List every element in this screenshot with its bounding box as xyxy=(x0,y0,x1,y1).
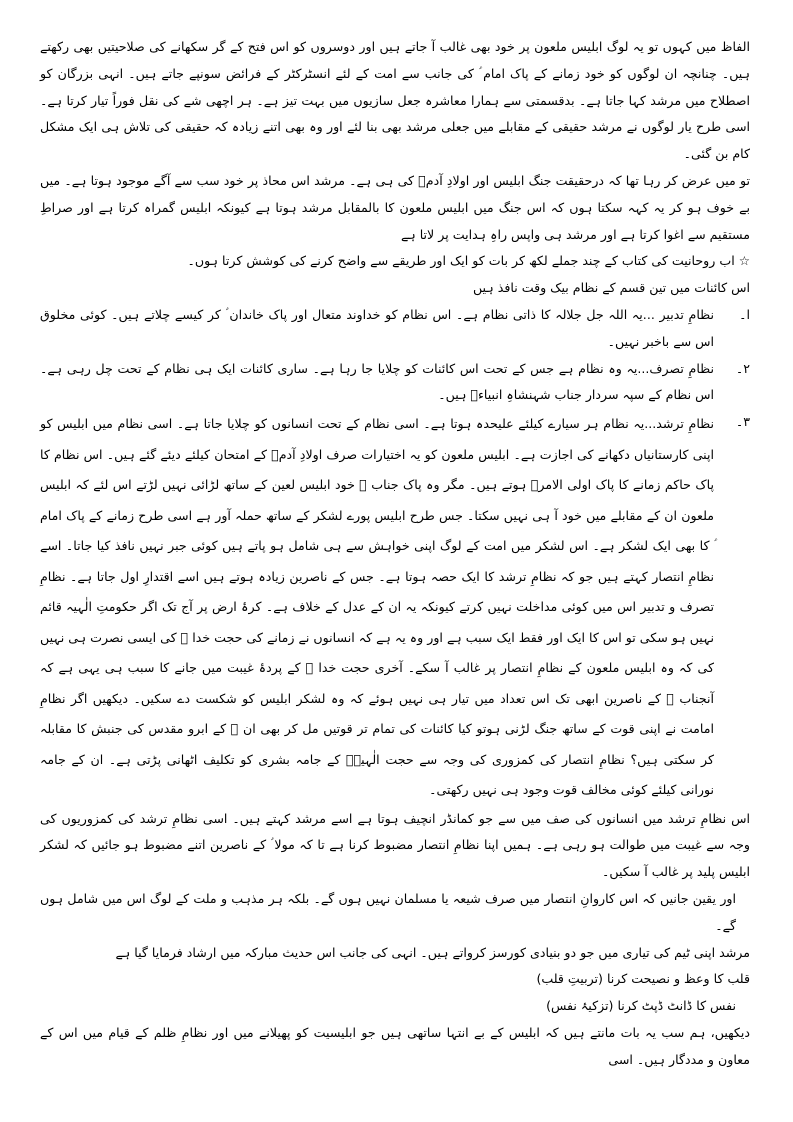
paragraph-10: دیکھیں، ہم سب یہ بات مانتے ہیں کہ ابلیس کے بے انتہا ساتھی ہیں جو ابلیسیت کو پھیلانے میں اور نظامِ ظلم کے قیام میں اس کے معاون و مددگار ہیں۔ اسی xyxy=(40,1025,750,1067)
paragraph-5: اس نظامِ ترشد میں انسانوں کی صف میں سے جو کمانڈر انچیف ہوتا ہے اسے مرشد کہتے ہیں۔ اسی نظامِ ترشد کی کمزوریوں کی وجہ سے غیبت میں طوالت ہو رہی ہے۔ ہمیں اپنا نظامِ انتصار مضبوط کرنا ہے تا کہ مولا ؑ کے ناصرین اتنے مضبوط ہو جائیں کہ لشکر ابلیس پلید پر غالب آ سکیں۔ xyxy=(40,810,750,880)
paragraph-4: اس کائنات میں تین قسم کے نظام بیک وقت نافذ ہیں xyxy=(472,280,750,296)
list-item xyxy=(40,302,750,356)
paragraph-1: الفاظ میں کہوں تو یہ لوگ ابلیس ملعون پر خود بھی غالب آ جاتے ہیں اور دوسروں کو اس فتح کے گر سکھانے کی صلاحیتیں بھی رکھتے ہیں۔ چنانچہ ان لوگوں کو خود زمانے کے پاک امام ؑ کی جانب سے امت کے لئے انسٹرکٹر کے فرائض سونپے جاتے ہیں۔ انہی بزرگان کو اصطلاح میں مرشد کہا جاتا ہے۔ بدقسمتی سے ہمارا معاشرہ جعل سازیوں میں بہت تیز ہے۔ ہر اچھی شے کی نقل فوراً تیار کرتا ہے۔ اسی طرح یار لوگوں نے مرشد حقیقی کے مقابلے میں جعلی مرشد بھی بنا لئے اور وہ بھی اتنے زیادہ کہ حقیقی کی تلاش ہی ایک مشکل کام بن گئی۔ xyxy=(40,39,750,162)
course-heading-1: قلب کا وعظ و نصیحت کرنا (تربیتِ قلب) xyxy=(536,971,750,987)
paragraph-3: ☆ اب روحانیت کی کتاب کے چند جملے لکھ کر بات کو ایک اور طریقے سے واضح کرنے کی کوشش کرتا ہوں۔ xyxy=(187,253,750,269)
list-item-number: ا۔ xyxy=(739,306,750,322)
list-item-number: ۳۔ xyxy=(735,414,750,430)
course-heading-2: نفس کا ڈانٹ ڈپٹ کرنا (تزکیۂ نفس) xyxy=(546,998,736,1014)
list-item xyxy=(40,409,750,806)
paragraph-2: تو میں عرض کر رہا تھا کہ درحقیقت جنگ ابلیس اور اولادِ آدمؑ کی ہی ہے۔ مرشد اس محاذ پر خود سب سے آگے موجود ہوتا ہے۔ میں بے خوف ہو کر یہ کہہ سکتا ہوں کہ اس جنگ میں ابلیس ملعون کا بالمقابل مرشد ہوتا ہے کیونکہ ابلیس گمراہ کرتا ہے اور صراطِ مستقیم سے اغوا کرتا ہے اور مرشد ہی واپس راہِ ہدایت پر لاتا ہے xyxy=(40,172,750,242)
list-item-text: نظامِ تدبیر ...یہ اللہ جل جلالہ کا ذاتی نظام ہے۔ اس نظام کو خداوند متعال اور پاک خاندان ؑ کر کیسے چلاتے ہیں۔ کوئی مخلوق اس سے باخبر نہیں۔ xyxy=(40,306,714,349)
list-item xyxy=(40,356,750,410)
list-item-number: ۲۔ xyxy=(735,360,750,376)
document-page xyxy=(40,34,750,1094)
paragraph-6: اور یقین جانیں کہ اس کاروانِ انتصار میں صرف شیعہ یا مسلمان نہیں ہوں گے۔ بلکہ ہر مذہب و ملت کے لوگ اس میں شامل ہوں گے۔ xyxy=(40,891,736,933)
list-item-text: نظامِ ترشد...یہ نظام ہر سیارے کیلئے علیحدہ ہوتا ہے۔ اسی نظام کے تحت انسانوں کو چلایا جاتا ہے۔ اسی نظام میں ابلیس کو اپنی کارستانیاں دکھانے کی اجازت ہے۔ ابلیس ملعون کو یہ اختیارات صرف اولادِ آدمؑ کے امتحان کیلئے دیئے گئے ہیں۔ اس نظام کا پاک حاکم زمانے کا پاک اولی الامرؑ ہوتے ہیں۔ مگر وہ پاک جناب ؑ خود ابلیس لعین کے ساتھ لڑائی نہیں لڑتے اس لئے کہ ابلیس ملعون ان کے مقابلے میں خود آ ہی نہیں سکتا۔ جس طرح ابلیس پورے لشکر کے ساتھ حملہ آور ہے اسی طرح زمانے کے پاک امام ؑ کا بھی ایک لشکر ہے۔ اس لشکر میں امت کے لوگ اپنی خواہش سے ہی شامل ہو پاتے ہیں کوئی جبر نہیں نافذ کیا جاتا۔ اسے نظامِ انتصار کہتے ہیں جو کہ نظامِ ترشد کا ایک حصہ ہوتا ہے۔ جس کے ناصرین زیادہ ہوتے ہیں اسے اقتدارِ اول جاتا ہے۔ نظامِ تصرف و تدبیر اس میں کوئی مداخلت نہیں کرتے کیونکہ یہ ان کے عدل کے خلاف ہے۔ کرۂ ارض پر آج تک اگر حکومتِ الٰہیہ قائم نہیں ہو سکی تو اس کا ایک اور فقط ایک سبب ہے اور وہ یہ ہے کہ انسانوں نے زمانے کی حجت خدا ؑ کی ایسی نصرت ہی نہیں کی کہ وہ ابلیس ملعون کے نظامِ انتصار پر غالب آ سکے۔ آخری حجت خدا ؑ کے پردۂ غیبت میں جانے کا سبب ہی یہی ہے کہ آنجناب ؑ کے ناصرین ابھی تک اس تعداد میں تیار ہی نہیں ہوئے کہ وہ لشکر ابلیس کو شکست دے سکیں۔ دیکھیں اگر نظامِ امامت نے اپنی قوت کے ساتھ جنگ لڑنی ہوتو کیا کائنات کی تمام تر قوتیں مل کر بھی ان ؑ کے ابرو مقدس کی جنبش کا مقابلہ کر سکتی ہیں؟ نظامِ انتصار کی کمزوری کی وجہ سے حجت الٰہیہؑ کے جامہ بشری کو تکلیف اٹھانی پڑتی ہے۔ ان کے جامہ نورانی کیلئے کوئی مخالف قوت وجود ہی نہیں رکھتی۔ xyxy=(40,416,714,798)
list-item-text: نظامِ تصرف...یہ وہ نظام ہے جس کے تحت اس کائنات کو چلایا جا رہا ہے۔ ساری کائنات ایک ہی نظام کے تحت چل رہی ہے۔ اس نظام کے سپہ سردار جناب شہنشاہِ انبیاءؐ ہیں۔ xyxy=(40,360,714,403)
paragraph-7: مرشد اپنی ٹیم کی تیاری میں جو دو بنیادی کورسز کرواتے ہیں۔ انہی کی جانب اس حدیث مبارکہ میں ارشاد فرمایا گیا ہے xyxy=(115,944,750,960)
